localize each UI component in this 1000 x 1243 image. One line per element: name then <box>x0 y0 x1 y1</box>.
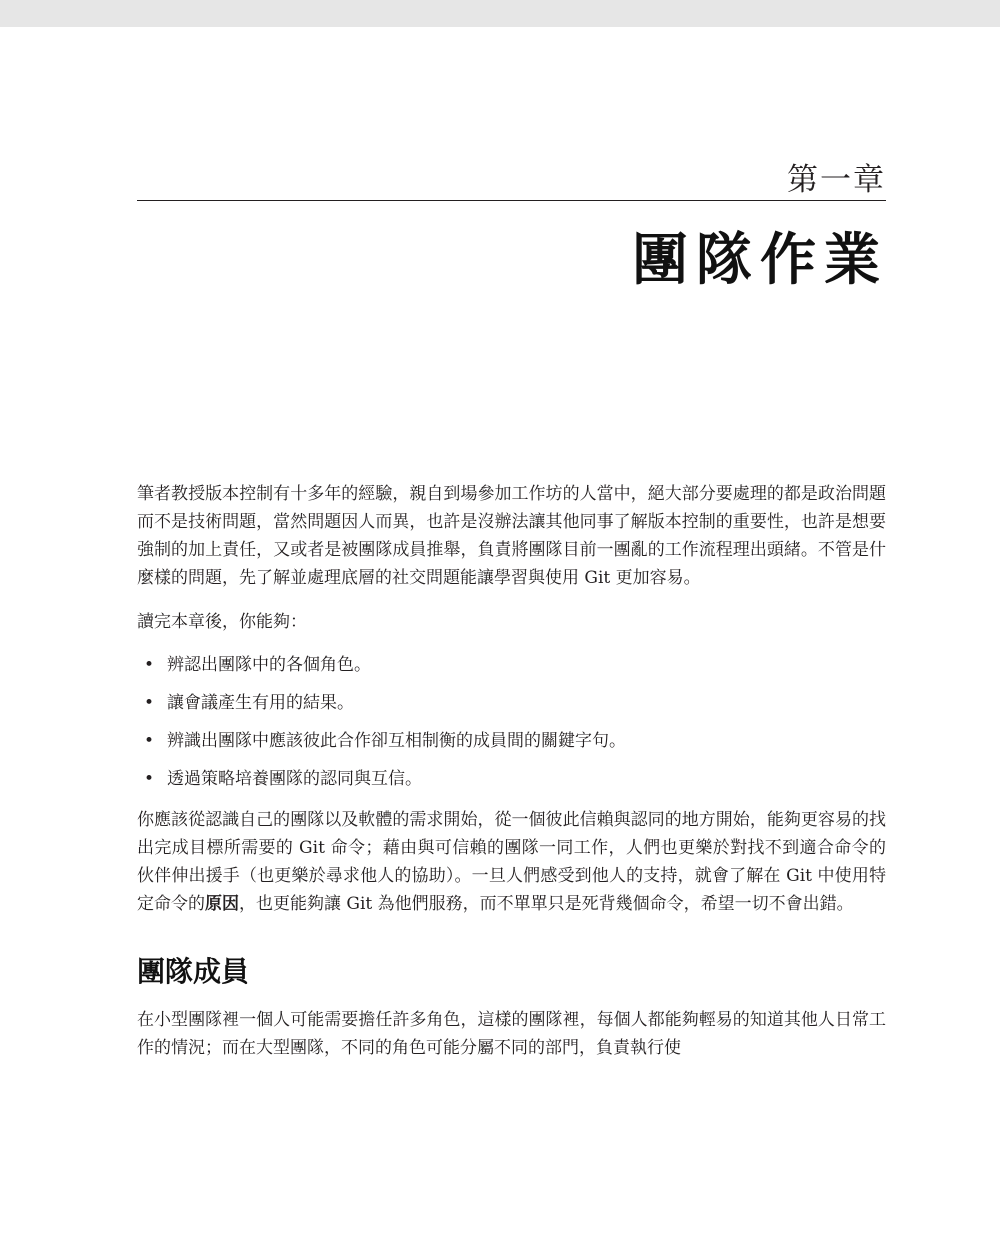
chapter-title: 團隊作業 <box>632 228 888 293</box>
objectives-lead: 讀完本章後，你能夠： <box>137 612 307 632</box>
closing-text-after: ，也更能夠讓 Git 為他們服務，而不單單只是死背幾個命令，希望一切不會出錯。 <box>239 894 854 914</box>
list-item-text: 辨認出團隊中的各個角色。 <box>167 655 371 675</box>
section-paragraph: 在小型團隊裡一個人可能需要擔任許多角色，這樣的團隊裡，每個人都能夠輕易的知道其他人日常工作的情況；而在大型團隊，不同的角色可能分屬不同的部門，負責執行使 <box>137 1010 886 1058</box>
closing-text-before: 你應該從認識自己的團隊以及軟體的需求開始，從一個彼此信賴與認同的地方開始，能夠更容易的找出完成目標所需要的 Git 命令；藉由與可信賴的團隊一同工作，人們也更樂於對找不到適合命令的伙伴伸出援手（也更樂於尋求他人的協助）。一旦人們感受到他人的支持，就會了解在 Git 中使用特定命令的 <box>137 810 886 914</box>
list-item-text: 透過策略培養團隊的認同與互信。 <box>167 769 422 789</box>
section-heading: 團隊成員 <box>137 955 250 988</box>
list-item <box>137 652 886 678</box>
list-item <box>137 766 886 792</box>
closing-paragraph <box>137 806 886 918</box>
bullet-marker: • <box>144 731 155 751</box>
list-item <box>137 728 886 754</box>
intro-paragraph: 筆者教授版本控制有十多年的經驗，親自到場參加工作坊的人當中，絕大部分要處理的都是政治問題而不是技術問題，當然問題因人而異，也許是沒辦法讓其他同事了解版本控制的重要性，也許是想要強制的加上責任，又或者是被團隊成員推舉，負責將團隊目前一團亂的工作流程理出頭緒。不管是什麼樣的問題，先了解並處理底層的社交問題能讓學習與使用 Git 更加容易。 <box>137 484 886 588</box>
list-item-text: 讓會議產生有用的結果。 <box>167 693 354 713</box>
chapter-rule <box>137 200 886 201</box>
objectives-list <box>137 652 886 792</box>
list-item <box>137 690 886 716</box>
closing-emphasis: 原因 <box>205 894 239 914</box>
bullet-marker: • <box>144 769 155 789</box>
bullet-marker: • <box>144 655 155 675</box>
page-top-band <box>0 0 1000 27</box>
chapter-number: 第一章 <box>787 162 886 198</box>
page-body <box>137 480 886 1078</box>
list-item-text: 辨識出團隊中應該彼此合作卻互相制衡的成員間的關鍵字句。 <box>167 731 626 751</box>
bullet-marker: • <box>144 693 155 713</box>
